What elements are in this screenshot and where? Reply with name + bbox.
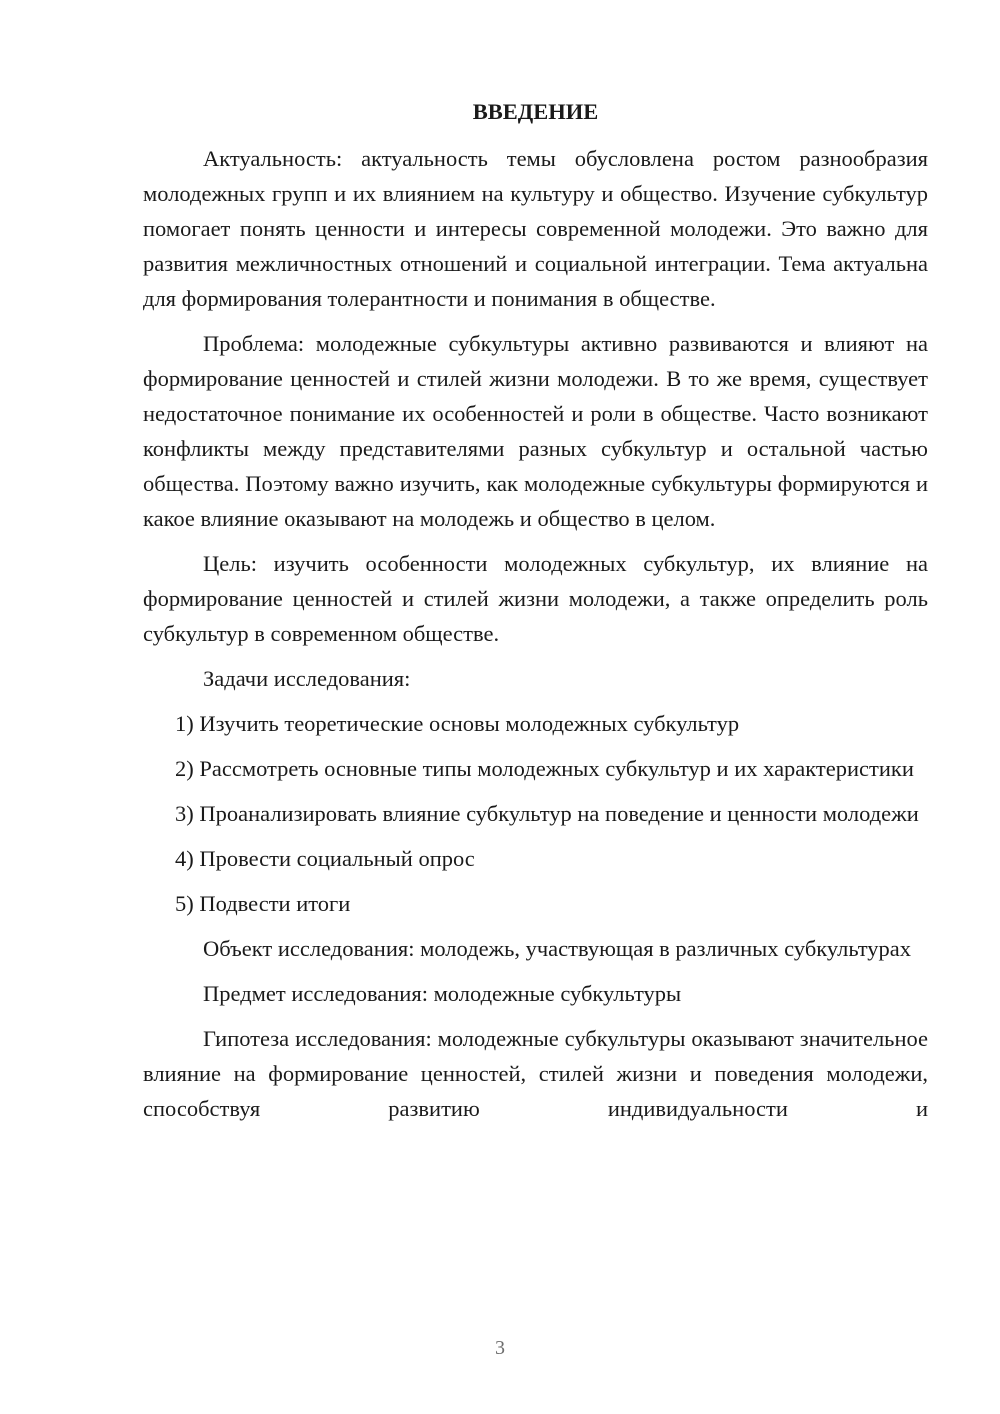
page-title: ВВЕДЕНИЕ	[472, 99, 599, 124]
paragraph-goal: Цель: изучить особенности молодежных субкультур, их влияние на формирование ценностей и стилей жизни молодежи, а также определить роль субкультур в современном обществе.	[143, 551, 928, 646]
task-item-3: 3) Проанализировать влияние субкультур на поведение и ценности молодежи	[175, 801, 919, 826]
page-number: 3	[495, 1337, 505, 1359]
research-object: Объект исследования: молодежь, участвующая в различных субкультурах	[203, 936, 912, 961]
task-item-1: 1) Изучить теоретические основы молодежных субкультур	[175, 711, 740, 736]
paragraph-relevance: Актуальность: актуальность темы обусловлена ростом разнообразия молодежных групп и их влиянием на культуру и общество. Изучение субкультур помогает понять ценности и интересы современной молодежи. Это важно для развития межличностных отношений и социальной интеграции. Тема актуальна для формирования толерантности и понимания в обществе.	[143, 146, 928, 311]
paragraph-problem: Проблема: молодежные субкультуры активно развиваются и влияют на формирование ценностей и стилей жизни молодежи. В то же время, существует недостаточное понимание их особенностей и роли в обществе. Часто возникают конфликты между представителями разных субкультур и остальной частью общества. Поэтому важно изучить, как молодежные субкультуры формируются и какое влияние оказывают на молодежь и общество в целом.	[143, 331, 928, 531]
task-item-5: 5) Подвести итоги	[175, 891, 351, 916]
page-content	[143, 94, 928, 1126]
research-hypothesis: Гипотеза исследования: молодежные субкультуры оказывают значительное влияние на формирование ценностей, стилей жизни и поведения молодежи, способствуя развитию индивидуальности и	[143, 1026, 928, 1121]
tasks-heading: Задачи исследования:	[203, 666, 411, 691]
research-subject: Предмет исследования: молодежные субкультуры	[203, 981, 682, 1006]
task-item-2: 2) Рассмотреть основные типы молодежных субкультур и их характеристики	[175, 756, 914, 781]
task-item-4: 4) Провести социальный опрос	[175, 846, 475, 871]
